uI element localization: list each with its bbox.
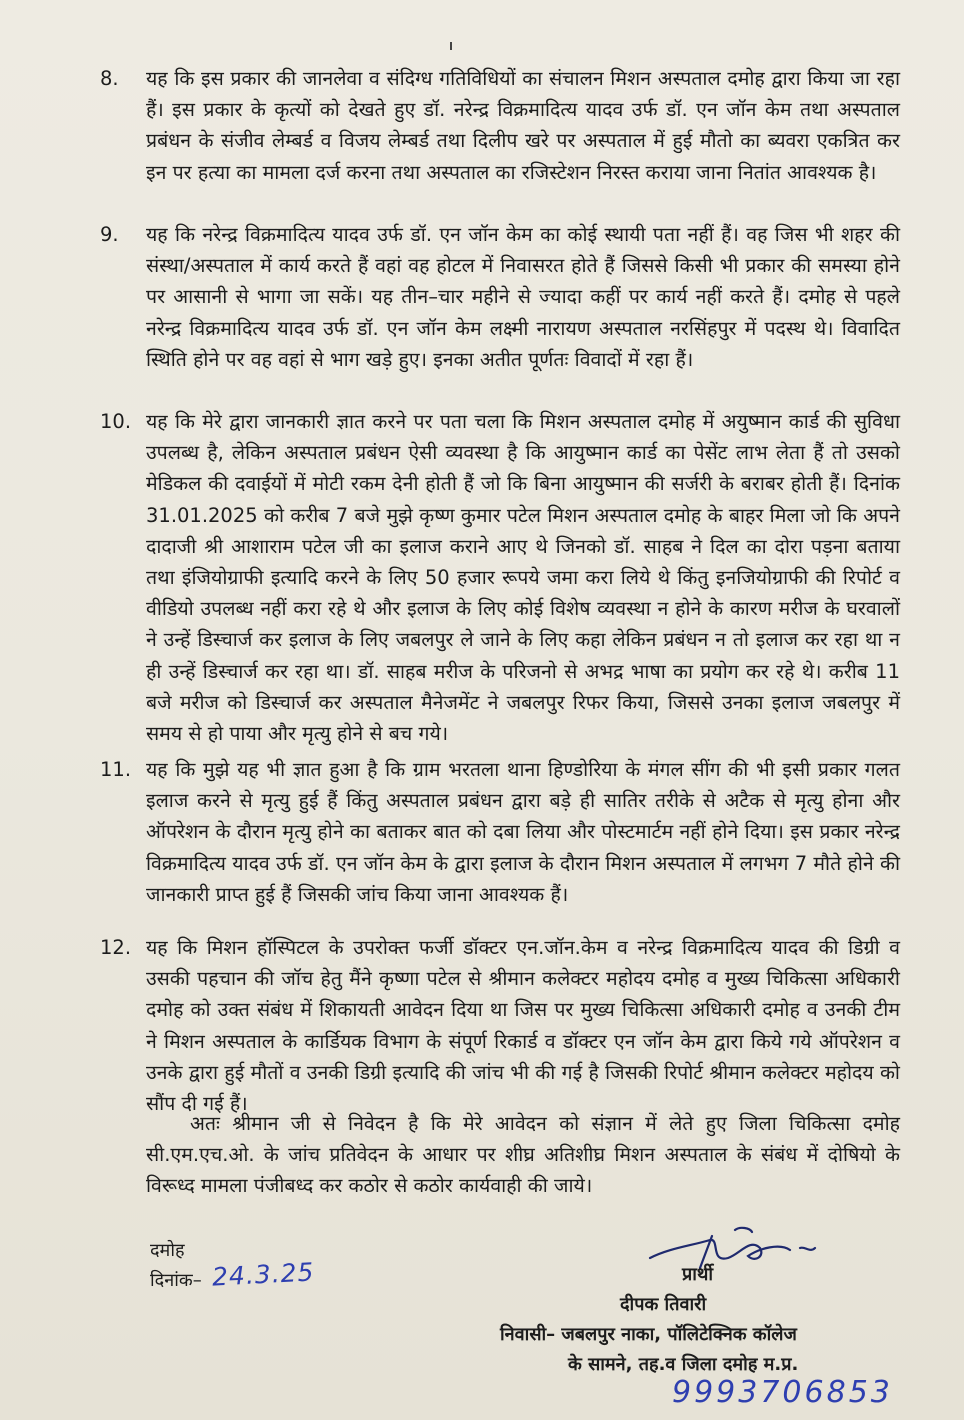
handwritten-date: 24.3.25: [211, 1257, 316, 1292]
applicant-name: दीपक तिवारी: [620, 1294, 707, 1315]
paragraph-number: 11.: [100, 758, 132, 781]
place-label: दमोह: [150, 1240, 185, 1261]
paragraph-8: [100, 63, 900, 188]
applicant-signature: [640, 1218, 840, 1278]
address-line-1: निवासी– जबलपुर नाका, पॉलिटेक्निक कॉलेज: [500, 1324, 797, 1345]
paragraph-number: 8.: [100, 67, 119, 90]
paragraph-text: यह कि मेरे द्वारा जानकारी ज्ञात करने पर पता चला कि मिशन अस्पताल दमोह में अयुष्मान कार्ड की सुविधा उपलब्ध है, लेकिन अस्पताल प्रबंधन ऐसी व्यवस्था है कि आयुष्मान कार्ड का पेसेंट लाभ लेता हैं तो उसको मेडिकल की दवाईयों में मोटी रकम देनी होती हैं जो कि बिना आयुष्मान की सर्जरी के बराबर होती हैं। दिनांक 31.01.2025 को करीब 7 बजे मुझे कृष्ण कुमार पटेल मिशन अस्पताल दमोह के बाहर मिला जो कि अपने दादाजी श्री आशाराम पटेल जी का इलाज कराने आए थे जिनको डॉ. साहब ने दिल का दोरा पड़ना बताया तथा इंजियोग्राफी इत्यादि करने के लिए 50 हजार रूपये जमा करा लिये थे किंतु इनजियोग्राफी की रिपोर्ट व वीडियो उपलब्ध नहीं करा रहे थे और इलाज के लिए कोई विशेष व्यवस्था न होने के कारण मरीज के घरवालों ने उन्हें डिस्चार्ज कर इलाज के लिए जबलपुर ले जाने के लिए कहा लेकिन प्रबंधन न तो इलाज कर रहा था न ही उन्हें डिस्चार्ज कर रहा था। डॉ. साहब मरीज के परिजनो से अभद्र भाषा का प्रयोग कर रहे थे। करीब 11 बजे मरीज को डिस्चार्ज कर अस्पताल मैनेजमेंट ने जबलपुर रिफर किया, जिससे उनका इलाज जबलपुर में समय से हो पाया और मृत्यु होने से बच गये।: [146, 410, 900, 746]
paragraph-text: यह कि नरेन्द्र विक्रमादित्य यादव उर्फ डॉ. एन जॉन केम का कोई स्थायी पता नहीं हैं। वह जिस भी शहर की संस्था/अस्पताल में कार्य करते हैं वहां वह होटल में निवासरत होते हैं जिससे किसी भी प्रकार की समस्या होने पर आसानी से भागा जा सकें। यह तीन–चार महीने से ज्यादा कहीं पर कार्य नहीं करते हैं। दमोह से पहले नरेन्द्र विक्रमादित्य यादव उर्फ डॉ. एन जॉन केम लक्ष्मी नारायण अस्पताल नरसिंहपुर में पदस्थ थे। विवादित स्थिति होने पर वह वहां से भाग खड़े हुए। इनका अतीत पूर्णतः विवादों में रहा हैं।: [146, 223, 900, 371]
address-line-2: के सामने, तह.व जिला दमोह म.प्र.: [568, 1354, 799, 1375]
date-label: दिनांक–: [150, 1270, 202, 1291]
paragraph-12: [100, 932, 900, 1119]
paragraph-number: 10.: [100, 410, 132, 433]
paragraph-9: [100, 219, 900, 375]
closing-request: अतः श्रीमान जी से निवेदन है कि मेरे आवेदन को संज्ञान में लेते हुए जिला चिकित्सा दमोह सी.एम.एच.ओ. के जांच प्रतिवेदन के आधार पर शीघ्र अतिशीघ्र मिशन अस्पताल के संबंध में दोषियो के विरूध्द मामला पंजीबध्द कर कठोर से कठोर कार्यवाही की जाये।: [146, 1112, 900, 1198]
paragraph-number: 12.: [100, 936, 132, 959]
handwritten-phone: 9993706853: [672, 1375, 893, 1410]
paragraph-text: यह कि मिशन हॉस्पिटल के उपरोक्त फर्जी डॉक्टर एन.जॉन.केम व नरेन्द्र विक्रमादित्य यादव की डिग्री व उसकी पहचान की जॉच हेतु मैंने कृष्णा पटेल से श्रीमान कलेक्टर महोदय दमोह व मुख्य चिकित्सा अधिकारी दमोह को उक्त संबंध में शिकायती आवेदन दिया था जिस पर मुख्य चिकित्सा अधिकारी दमोह व उनकी टीम ने मिशन अस्पताल के कार्डियक विभाग के संपूर्ण रिकार्ड व डॉक्टर एन जॉन केम द्वारा किये गये ऑपरेशन व उनके द्वारा हुई मौतों व उनकी डिग्री इत्यादि की जांच भी की गई है जिसकी रिपोर्ट श्रीमान कलेक्टर महोदय को सौंप दी गई हैं।: [146, 936, 900, 1116]
paragraph-10: [100, 406, 900, 749]
paragraph-11: [100, 754, 900, 910]
paragraph-number: 9.: [100, 223, 119, 246]
paragraph-text: यह कि मुझे यह भी ज्ञात हुआ है कि ग्राम भरतला थाना हिण्डोरिया के मंगल सींग की भी इसी प्रकार गलत इलाज करने से मृत्यु हुई हैं किंतु अस्पताल प्रबंधन द्वारा बड़े ही सातिर तरीके से अटैक से मृत्यु होना और ऑपरेशन के दौरान मृत्यु होने का बताकर बात को दबा लिया और पोस्टमार्टम नहीं होने दिया। इस प्रकार नरेन्द्र विक्रमादित्य यादव उर्फ डॉ. एन जॉन केम के द्वारा इलाज के दौरान मिशन अस्पताल में लगभग 7 मौते होने की जानकारी प्राप्त हुई हैं जिसकी जांच किया जाना आवश्यक हैं।: [146, 758, 900, 906]
applicant-label: प्रार्थी: [682, 1264, 714, 1285]
paragraph-text: यह कि इस प्रकार की जानलेवा व संदिग्ध गतिविधियों का संचालन मिशन अस्पताल दमोह द्वारा किया जा रहा हैं। इस प्रकार के कृत्यों को देखते हुए डॉ. नरेन्द्र विक्रमादित्य यादव उर्फ डॉ. एन जॉन केम तथा अस्पताल प्रबंधन के संजीव लेम्बर्ड व विजय लेम्बर्ड तथा दिलीप खरे पर अस्पताल में हुई मौतो का ब्यवरा एकत्रित कर इन पर हत्या का मामला दर्ज करना तथा अस्पताल का रजिस्टेशन निरस्त कराया जाना नितांत आवश्यक है।: [146, 67, 900, 184]
scan-mark: [450, 42, 452, 50]
